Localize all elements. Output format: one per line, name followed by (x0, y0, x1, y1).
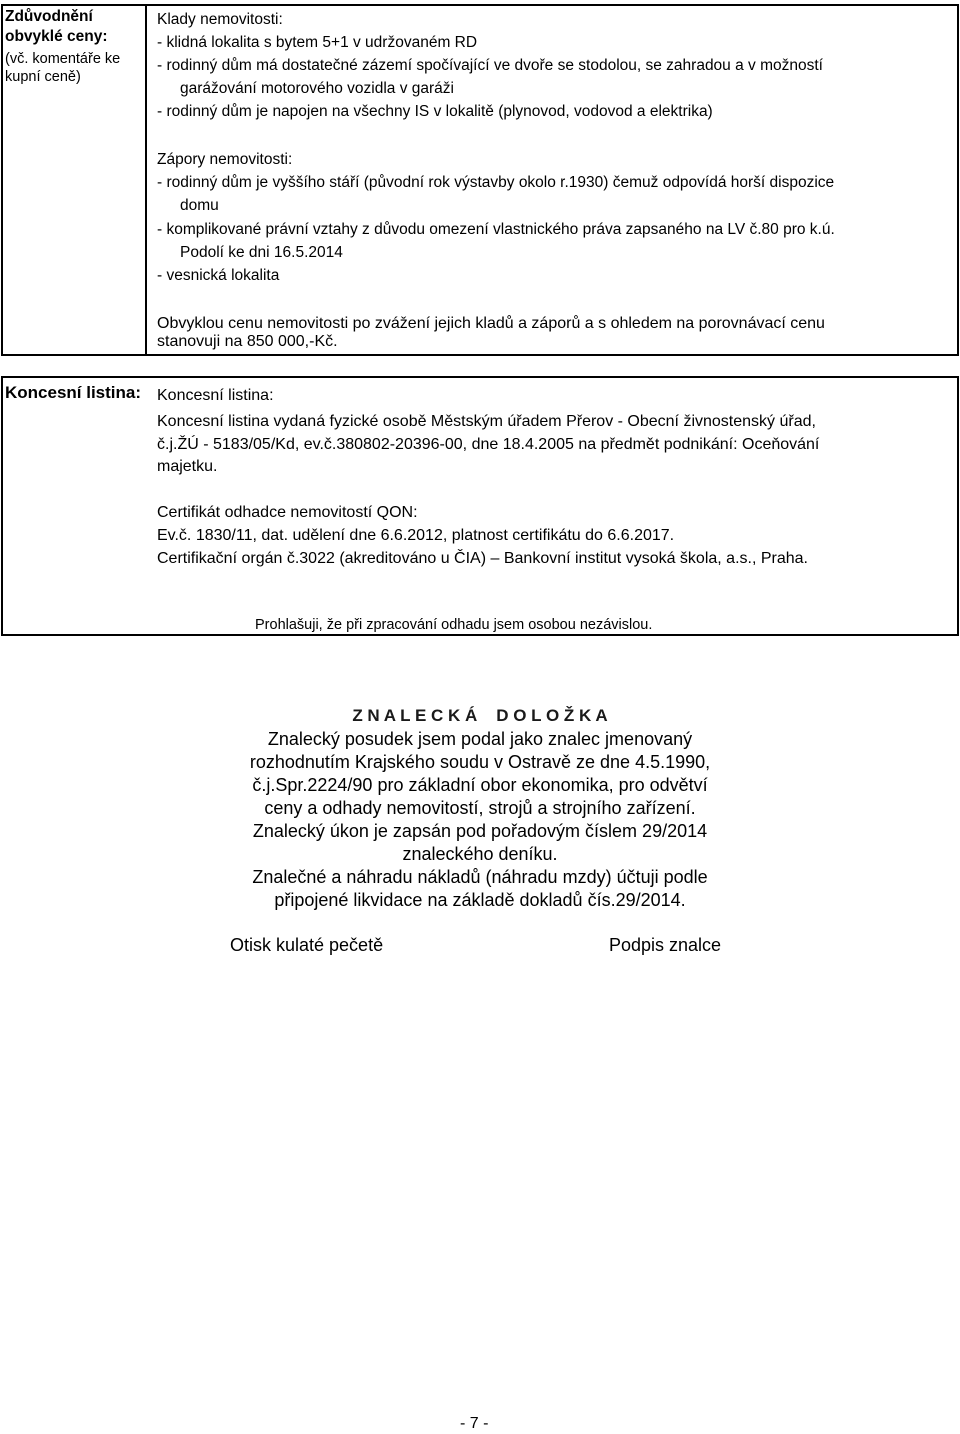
pros-item: garážování motorového vozidla v garáži (180, 80, 454, 97)
pros-heading: Klady nemovitosti: (157, 11, 283, 28)
pros-item: - klidná lokalita s bytem 5+1 v udržovaném RD (157, 34, 478, 51)
expert-clause-line: Znalecký úkon je zapsán pod pořadovým číslem 29/2014 (252, 821, 708, 841)
certificate-line: Ev.č. 1830/11, dat. udělení dne 6.6.2012, platnost certifikátu do 6.6.2017. (157, 527, 675, 544)
expert-clause-title: Z N A L E C K Á D O L O Ž K A (352, 706, 608, 725)
license-heading: Koncesní listina: (157, 387, 274, 404)
expert-clause-line: znaleckého deníku. (402, 844, 558, 864)
certificate-heading: Certifikát odhadce nemovitostí QON: (157, 504, 418, 521)
expert-clause-line: Znalecký posudek jsem podal jako znalec jmenovaný (267, 729, 693, 749)
license-line: majetku. (157, 458, 218, 475)
cons-item: - vesnická lokalita (157, 267, 280, 284)
justification-divider (145, 4, 147, 356)
cons-item: Podolí ke dni 16.5.2014 (180, 244, 343, 261)
conclusion-line: stanovuji na 850 000,-Kč. (157, 333, 338, 350)
justification-note-line1: (vč. komentáře ke (5, 51, 121, 67)
expert-clause-line: ceny a odhady nemovitostí, strojů a strojního zařízení. (264, 798, 696, 818)
cons-item: - komplikované právní vztahy z důvodu omezení vlastnického práva zapsaného na LV č.80 pro k.ú. (157, 221, 835, 238)
expert-clause-line: rozhodnutím Krajského soudu v Ostravě ze dne 4.5.1990, (249, 752, 711, 772)
expert-clause-line: Znalečné a náhradu nákladů (náhradu mzdy) účtuji podle (252, 867, 708, 887)
stamp-label: Otisk kulaté pečetě (230, 935, 384, 955)
pros-item: - rodinný dům má dostatečné zázemí spočívající ve dvoře se stodolou, se zahradou a v možností (157, 57, 823, 74)
cons-item: domu (180, 197, 219, 214)
license-line: č.j.ŽÚ - 5183/05/Kd, ev.č.380802-20396-00, dne 18.4.2005 na předmět podnikání: Oceňování (157, 436, 820, 453)
signature-label: Podpis znalce (609, 935, 722, 955)
expert-clause-line: č.j.Spr.2224/90 pro základní obor ekonomika, pro odvětví (252, 775, 708, 795)
pros-item: - rodinný dům je napojen na všechny IS v lokalitě (plynovod, vodovod a elektrika) (157, 103, 713, 120)
justification-label: Zdůvodnění obvyklé ceny: (5, 8, 108, 45)
expert-clause-line: připojené likvidace na základě dokladů čís.29/2014. (274, 890, 686, 910)
certificate-line: Certifikační orgán č.3022 (akreditováno u ČIA) – Bankovní institut vysoká škola, a.s., Praha. (157, 550, 808, 567)
cons-item: - rodinný dům je vyššího stáří (původní rok výstavby okolo r.1930) čemuž odpovídá horší dispozice (157, 174, 835, 191)
cons-heading: Zápory nemovitosti: (157, 151, 293, 168)
license-label: Koncesní listina: (5, 383, 142, 402)
independence-declaration: Prohlašuji, že při zpracování odhadu jsem osobou nezávislou. (255, 617, 653, 633)
conclusion-line: Obvyklou cenu nemovitosti po zvážení jejich kladů a záporů a s ohledem na porovnávací cenu (157, 315, 825, 332)
page-number: - 7 - (460, 1415, 489, 1432)
justification-note-line2: kupní ceně) (5, 69, 81, 85)
license-line: Koncesní listina vydaná fyzické osobě Městským úřadem Přerov - Obecní živnostenský úřad, (157, 413, 816, 430)
